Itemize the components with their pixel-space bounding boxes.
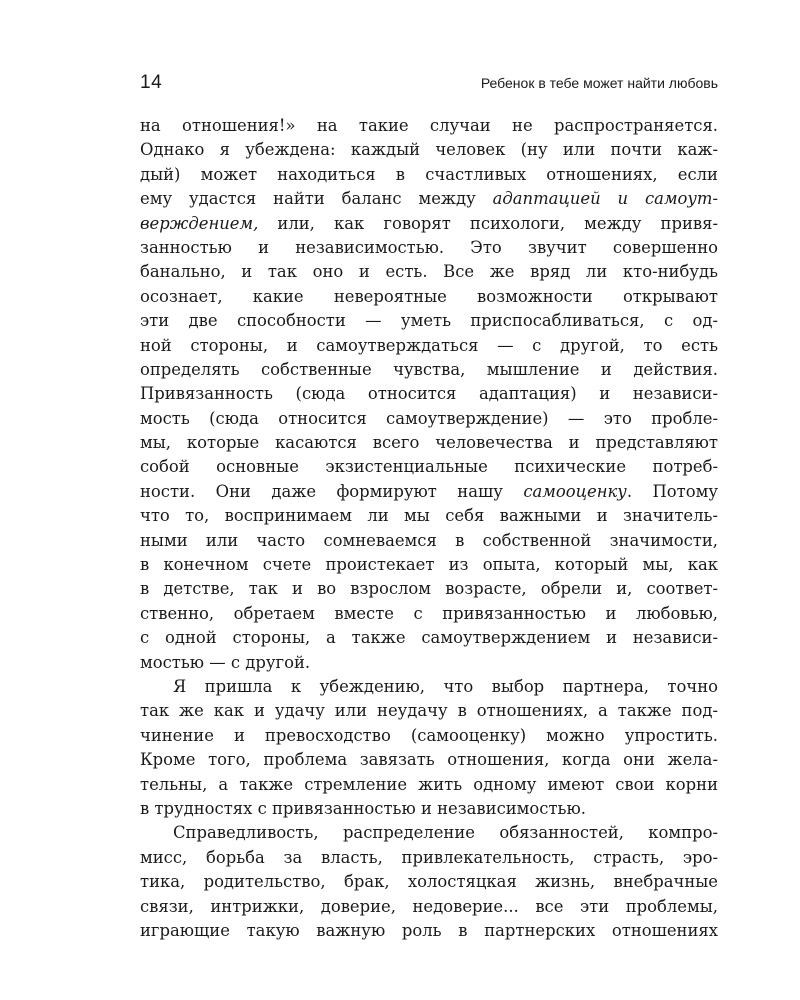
body-text	[140, 114, 718, 943]
text-line: ственно, обретаем вместе с привязанностью и любовью,	[140, 603, 718, 623]
text-line: Привязанность (сюда относится адаптация) и независи-	[140, 384, 718, 404]
text-line: Кроме того, проблема завязать отношения, когда они жела-	[140, 750, 718, 770]
text-line: в детстве, так и во взрослом возрасте, обрели и, соответ-	[140, 579, 718, 599]
running-title: Ребенок в тебе может найти любовь	[480, 75, 718, 91]
text-line: ными или часто сомневаемся в собственной значимости,	[140, 530, 718, 550]
text-line: эти две способности — уметь приспосабливаться, с од-	[140, 311, 718, 331]
text-line: верждением, или, как говорят психологи, между привя-	[140, 213, 718, 233]
text-line: так же как и удачу или неудачу в отношениях, а также под-	[140, 701, 718, 721]
text-line: собой основные экзистенциальные психические потреб-	[140, 457, 718, 477]
text-line: связи, интрижки, доверие, недоверие... все эти проблемы,	[140, 896, 718, 916]
text-line: дый) может находиться в счастливых отношениях, если	[140, 164, 718, 184]
page-header	[140, 72, 718, 98]
text-line: ему удастся найти баланс между адаптацией и самоут-	[140, 189, 718, 209]
text-line: ной стороны, и самоутверждаться — с другой, то есть	[140, 335, 718, 355]
page-number: 14	[140, 72, 163, 93]
emphasis-text: адаптацией и самоут-	[492, 189, 718, 209]
text-line: ности. Они даже формируют нашу самооценку. Потому	[140, 481, 718, 501]
text-line: Я пришла к убеждению, что выбор партнера, точно	[173, 676, 718, 696]
text-line: определять собственные чувства, мышление и действия.	[140, 359, 718, 379]
text-line: что то, воспринимаем ли мы себя важными и значитель-	[140, 506, 718, 526]
text-line: с одной стороны, а также самоутверждением и независи-	[140, 628, 718, 648]
text-line: мостью — с другой.	[140, 652, 311, 672]
text-line: играющие такую важную роль в партнерских отношениях	[140, 920, 718, 940]
text-line: тельны, а также стремление жить одному имеют свои корни	[140, 774, 718, 794]
text-line: Однако я убеждена: каждый человек (ну или почти каж-	[140, 140, 718, 160]
text-line: чинение и превосходство (самооценку) можно упростить.	[140, 725, 718, 745]
text-line: на отношения!» на такие случаи не распространяется.	[140, 116, 718, 135]
text-line: занностью и независимостью. Это звучит совершенно	[140, 237, 718, 257]
text-line: Справедливость, распределение обязанностей, компро-	[173, 823, 718, 843]
text-line: мость (сюда относится самоутверждение) — это пробле-	[140, 408, 718, 428]
text-line: тика, родительство, брак, холостяцкая жизнь, внебрачные	[140, 872, 718, 892]
text-line: в трудностях с привязанностью и независимостью.	[140, 798, 586, 818]
text-line: банально, и так оно и есть. Все же вряд ли кто-нибудь	[140, 262, 718, 282]
emphasis-text: верждением,	[140, 213, 259, 233]
text-line: осознает, какие невероятные возможности открывают	[140, 286, 718, 306]
emphasis-text: самооценку	[523, 481, 627, 501]
text-line: мисс, борьба за власть, привлекательность, страсть, эро-	[140, 847, 718, 867]
text-line: мы, которые касаются всего человечества и представляют	[140, 433, 718, 453]
text-line: в конечном счете проистекает из опыта, который мы, как	[140, 555, 718, 575]
